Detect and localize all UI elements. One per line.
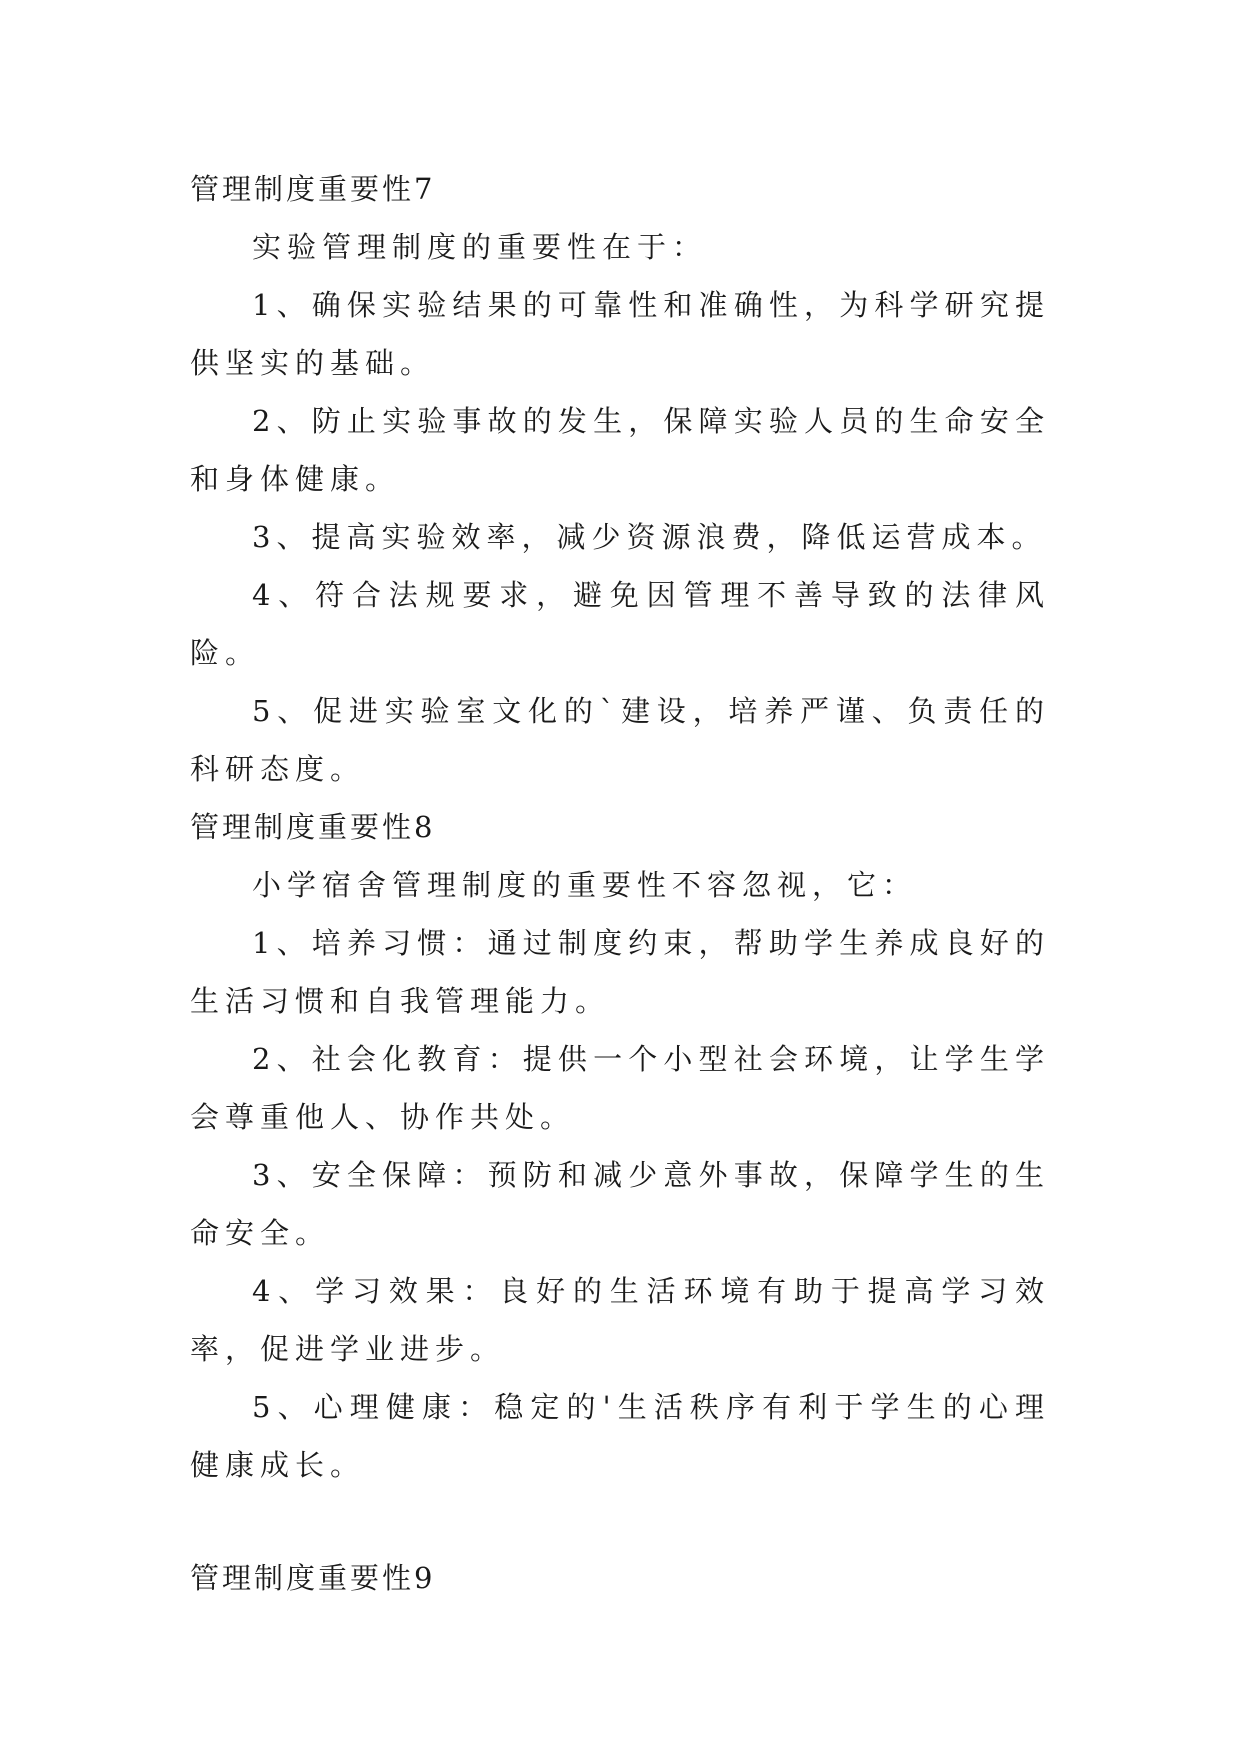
paragraph: 3、安全保障：预防和减少意外事故，保障学生的生命安全。 (190, 1158, 1050, 1250)
paragraph: 4、学习效果：良好的生活环境有助于提高学习效率，促进学业进步。 (190, 1274, 1050, 1366)
section-heading: 管理制度重要性8 (190, 810, 436, 844)
section-8 (190, 798, 1050, 1494)
section-7 (190, 160, 1050, 798)
paragraph: 4、符合法规要求，避免因管理不善导致的法律风险。 (190, 578, 1050, 670)
paragraph: 实验管理制度的重要性在于： (252, 230, 708, 264)
paragraph: 5、心理健康：稳定的'生活秩序有利于学生的心理健康成长。 (190, 1390, 1050, 1482)
section-heading: 管理制度重要性9 (190, 1561, 436, 1595)
document-page (190, 160, 1050, 1607)
paragraph: 1、培养习惯：通过制度约束，帮助学生养成良好的生活习惯和自我管理能力。 (190, 926, 1050, 1018)
section-spacer (190, 1494, 1050, 1549)
paragraph: 3、提高实验效率，减少资源浪费，降低运营成本。 (252, 520, 1047, 554)
section-9 (190, 1549, 1050, 1607)
paragraph: 小学宿舍管理制度的重要性不容忽视，它： (252, 868, 918, 902)
section-heading: 管理制度重要性7 (190, 172, 436, 206)
paragraph: 5、促进实验室文化的`建设，培养严谨、负责任的科研态度。 (190, 694, 1050, 786)
paragraph: 1、确保实验结果的可靠性和准确性，为科学研究提供坚实的基础。 (190, 288, 1050, 380)
paragraph: 2、社会化教育：提供一个小型社会环境，让学生学会尊重他人、协作共处。 (190, 1042, 1050, 1134)
paragraph: 2、防止实验事故的发生，保障实验人员的生命安全和身体健康。 (190, 404, 1050, 496)
